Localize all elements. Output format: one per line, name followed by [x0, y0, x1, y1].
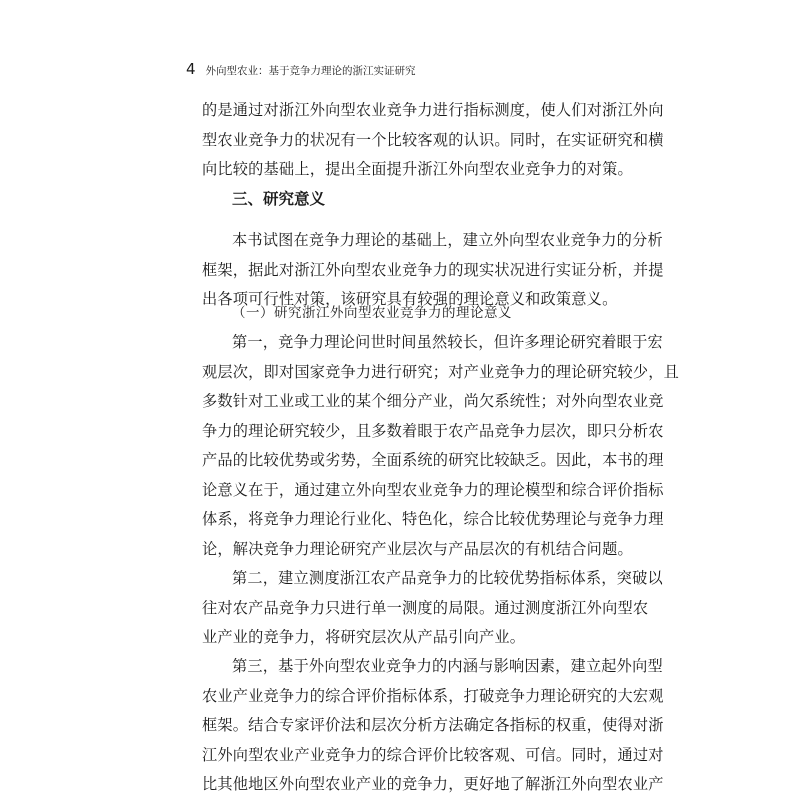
text-line: 本书试图在竞争力理论的基础上，建立外向型农业竞争力的分析 — [232, 231, 663, 249]
text-line: 框架。结合专家评价法和层次分析方法确定各指标的权重，使得对浙 — [202, 716, 664, 734]
text-line: 第三，基于外向型农业竞争力的内涵与影响因素，建立起外向型 — [232, 657, 663, 675]
text-line: 产品的比较优势或劣势，全面系统的研究比较缺乏。因此，本书的理 — [202, 451, 664, 469]
subsection-heading: （一）研究浙江外向型农业竞争力的理论意义 — [232, 305, 512, 321]
paragraph-second-point — [202, 564, 663, 653]
text-line: 框架，据此对浙江外向型农业竞争力的现实状况进行实证分析，并提 — [202, 260, 664, 279]
text-line: 论意义在于，通过建立外向型农业竞争力的理论模型和综合评价指标 — [202, 480, 664, 499]
text-line: 观层次，即对国家竞争力进行研究；对产业竞争力的理论研究较少，且 — [202, 362, 680, 381]
text-line: 第二，建立测度浙江农产品竞争力的比较优势指标体系，突破以 — [232, 569, 663, 587]
text-line: 出各项可行性对策，该研究具有较强的理论意义和政策意义。 — [202, 290, 618, 308]
text-line: 农业产业竞争力的综合评价指标体系，打破竞争力理论研究的大宏观 — [202, 686, 664, 705]
running-header — [186, 60, 416, 82]
text-line: 多数针对工业或工业的某个细分产业，尚欠系统性；对外向型农业竞 — [202, 392, 664, 410]
paragraph-first-point — [202, 328, 680, 564]
text-line: 业产业的竞争力，将研究层次从产品引向产业。 — [202, 628, 526, 646]
running-title: 外向型农业：基于竞争力理论的浙江实证研究 — [205, 65, 416, 77]
text-line: 往对农产品竞争力只进行单一测度的局限。通过测度浙江外向型农 — [202, 598, 649, 617]
text-line: 的是通过对浙江外向型农业竞争力进行指标测度，使人们对浙江外向 — [202, 101, 664, 119]
paragraph-intro-continued — [202, 96, 664, 185]
text-line: 比其他地区外向型农业产业的竞争力，更好地了解浙江外向型农业产 — [202, 775, 664, 793]
text-line: 江外向型农业产业竞争力的综合评价比较客观、可信。同时，通过对 — [202, 745, 664, 764]
text-line: 型农业竞争力的状况有一个比较客观的认识。同时，在实证研究和横 — [202, 130, 664, 149]
section-heading: 三、研究意义 — [232, 189, 326, 208]
paragraph-third-point — [202, 652, 664, 800]
text-line: 体系，将竞争力理论行业化、特色化，综合比较优势理论与竞争力理 — [202, 510, 664, 528]
page-number: 4 — [186, 60, 196, 78]
text-line: 争力的理论研究较少，且多数着眼于农产品竞争力层次，即只分析农 — [202, 421, 664, 440]
text-line: 论，解决竞争力理论研究产业层次与产品层次的有机结合问题。 — [202, 539, 633, 558]
text-line: 第一，竞争力理论问世时间虽然较长，但许多理论研究着眼于宏 — [232, 333, 663, 351]
text-line: 向比较的基础上，提出全面提升浙江外向型农业竞争力的对策。 — [202, 160, 633, 178]
